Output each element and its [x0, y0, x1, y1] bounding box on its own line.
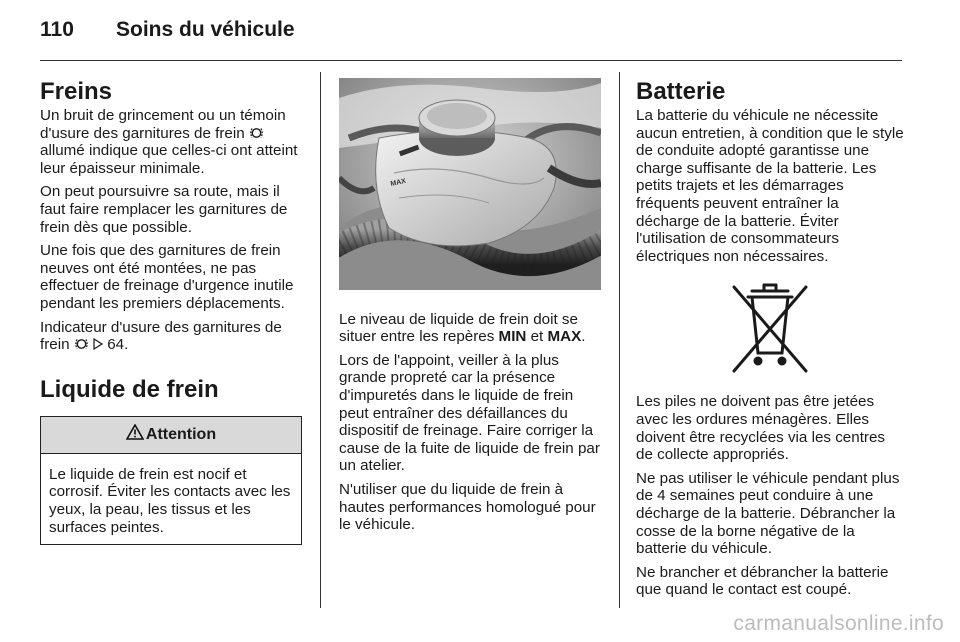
section-heading-liquide: Liquide de frein: [40, 375, 219, 403]
brake-fluid-reservoir-photo: [339, 78, 605, 311]
column-2: [339, 78, 605, 540]
paragraph-continue: On peut poursuivre sa route, mais il faut faire remplacer les garnitures de frein dès que possible.: [40, 183, 288, 236]
text: allumé indique que celles-ci ont atteint leur épaisseur minimale.: [40, 142, 298, 177]
page-header: [40, 18, 295, 42]
watermark: carmanualsonline.info: [733, 612, 944, 635]
text: et: [526, 328, 548, 346]
reservoir-max-label: MAX: [389, 177, 407, 188]
warning-box: [40, 416, 302, 545]
page-number: 110: [40, 18, 74, 41]
max-marker-label: MAX: [547, 328, 582, 346]
text: .: [581, 328, 586, 346]
paragraph-fluid-type: N'utiliser que du liquide de frein à hautes performances homologué pour le véhicule.: [339, 480, 596, 534]
paragraph-battery-storage: Ne pas utiliser le véhicule pendant plus de 4 semaines peut conduire à une décharge de la batterie. Débrancher la cosse de la borne négative de la batterie du véhicule.: [636, 469, 900, 558]
paragraph-battery-disposal: Les piles ne doivent pas être jetées avec les ordures ménagères. Elles doivent être recyclées via les centres de collecte appropriés.: [636, 393, 886, 464]
column-1: [40, 78, 306, 545]
paragraph-indicator: [40, 319, 306, 354]
section-heading-batterie: Batterie: [636, 78, 726, 105]
paragraph-new-pads: Une fois que des garnitures de frein neuves ont été montées, ne pas effectuer de freinage d'urgence inutile pendant les premiers déplacements.: [40, 242, 294, 312]
paragraph-battery-connection: Ne brancher et débrancher la batterie que quand le contact est coupé.: [636, 563, 889, 599]
arrow-ref-icon[interactable]: [93, 336, 103, 353]
paragraph-topping-up: Lors de l'appoint, veiller à la plus grande propreté car la présence d'impuretés dans le liquide de frein peut entraîner des défaillances du dispositif de freinage. Faire corriger la cause de la fuite de liquide de frein par un atelier.: [339, 351, 600, 475]
section-heading-freins: Freins: [40, 78, 113, 105]
crossed-bin-icon: [636, 281, 904, 377]
paragraph-fluid-level: [339, 311, 605, 346]
header-rule: [40, 60, 902, 61]
text: Le niveau de liquide de frein doit se situer entre les repères: [339, 310, 578, 346]
min-marker-label: MIN: [498, 328, 527, 346]
column-3: [636, 78, 904, 605]
paragraph-battery-maintenance: La batterie du véhicule ne nécessite aucun entretien, à condition que le style de conduite adopté garantisse une charge suffisante de la batterie. Les petits trajets et les démarrages fréquents peuvent entraîner la décharge de la batterie. Éviter l'utilisation de consommateurs électriques non nécessaires.: [636, 107, 904, 265]
warning-triangle-icon: [126, 424, 146, 445]
column-divider-2: [619, 72, 620, 608]
text: Indicateur d'usure des garnitures de frein: [40, 318, 282, 354]
page-ref-link[interactable]: 64.: [103, 336, 129, 354]
warning-text: Le liquide de frein est nocif et corrosif. Éviter les contacts avec les yeux, la peau, les tissus et les surfaces peintes.: [49, 465, 291, 536]
column-divider-1: [320, 72, 321, 608]
warning-title: Attention: [145, 425, 217, 443]
text: Un bruit de grincement ou un témoin d'usure des garnitures de frein: [40, 107, 286, 142]
warning-header: [41, 417, 301, 454]
brake-warning-icon: [74, 336, 89, 353]
brake-warning-icon: [249, 125, 264, 142]
chapter-title: Soins du véhicule: [116, 18, 295, 41]
paragraph-brake-noise: [40, 107, 306, 177]
